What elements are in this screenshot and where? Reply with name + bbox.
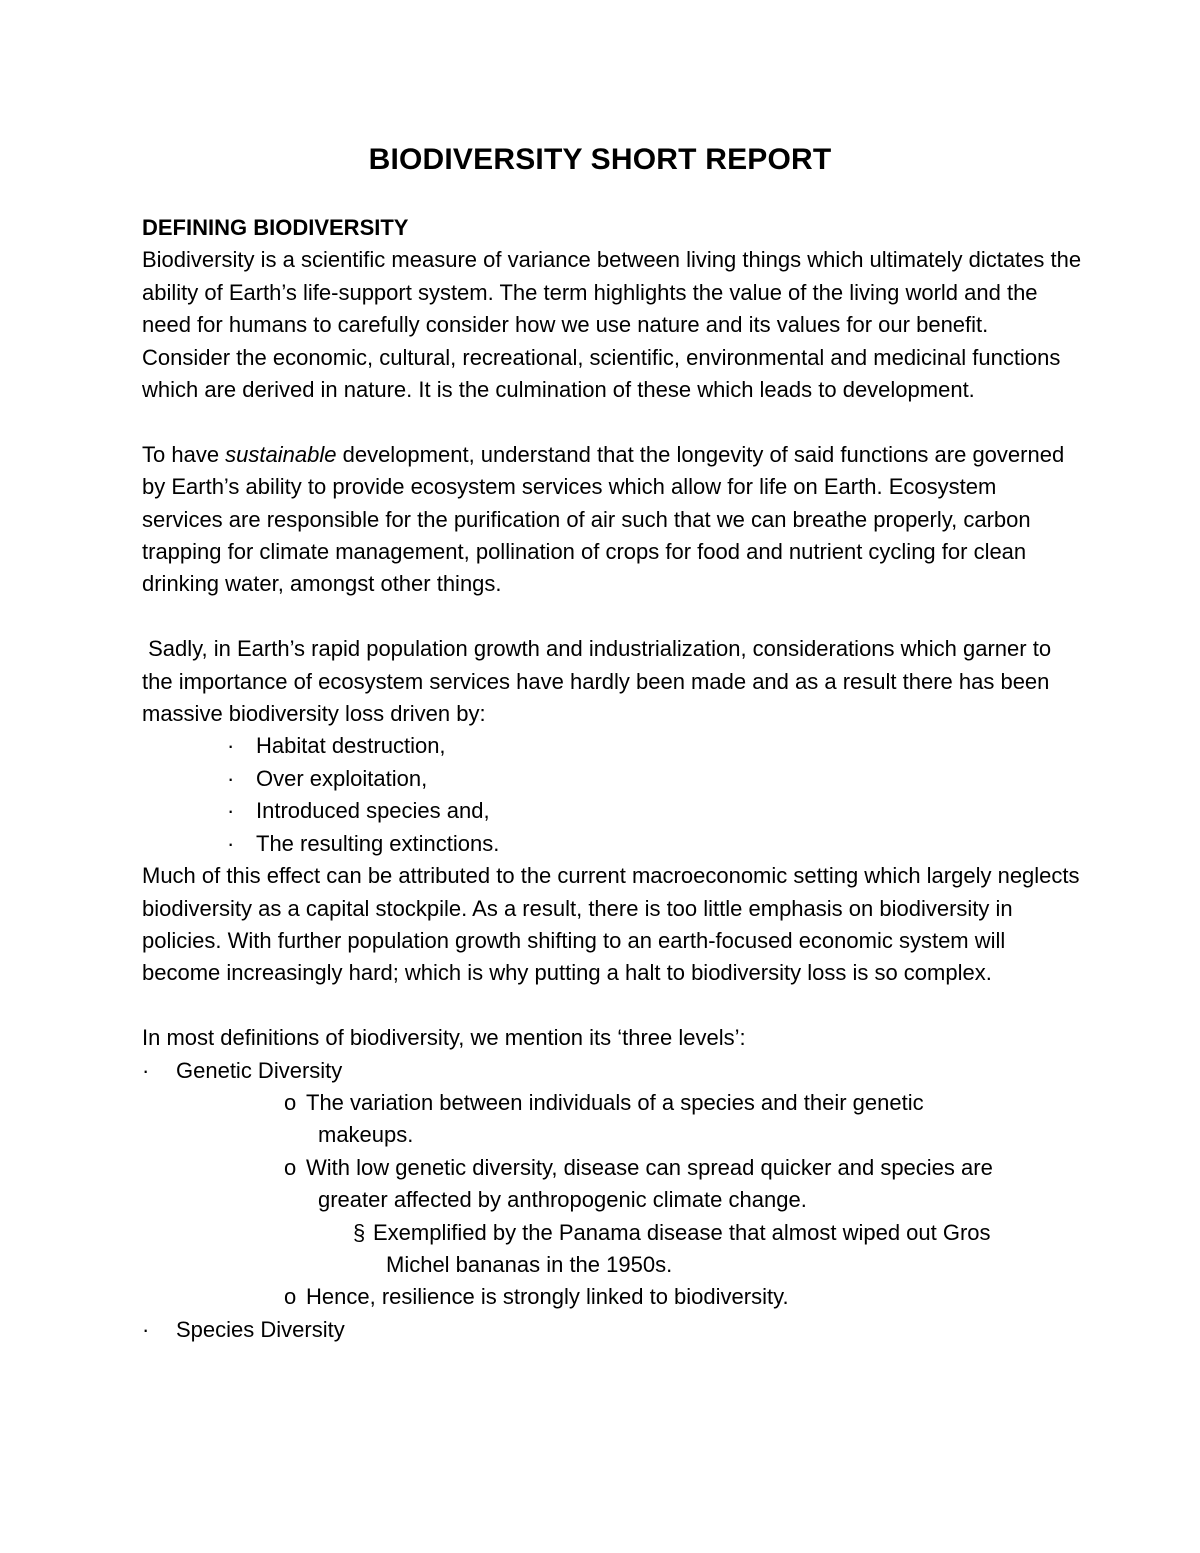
paragraph-sustainable [142,439,1082,601]
sub-bullet-mark: o [284,1284,297,1310]
emphasis-sustainable: sustainable [225,441,337,467]
bullet-mark: · [227,733,235,759]
sub-sub-list-item [142,1217,1082,1282]
levels-list [142,1055,1082,1347]
paragraph-gap [142,990,1082,1022]
sub-list-item [142,1087,1082,1152]
bullet-mark: · [227,765,235,791]
list-item-species-diversity [142,1314,1082,1346]
list-item-text: Species Diversity [176,1316,345,1342]
document-title: BIODIVERSITY SHORT REPORT [368,143,832,176]
section-sign-mark: § [353,1219,366,1245]
list-item-text: Introduced species and, [256,798,490,824]
list-item [142,828,1082,860]
bullet-mark: · [142,1057,150,1083]
list-item [142,763,1082,795]
paragraph-biodiversity-loss: Sadly, in Earth’s rapid population growth and industrialization, considerations which garner to the importance of ecosystem services have hardly been made and as a result there has been massive biodiversity loss driven by: [142,636,1058,727]
paragraph-three-levels: In most definitions of biodiversity, we mention its ‘three levels’: [142,1025,746,1051]
sub-sub-item-text-continued: Michel bananas in the 1950s. [386,1251,673,1277]
sub-item-text: The variation between individuals of a species and their genetic [306,1089,924,1115]
sub-item-text: With low genetic diversity, disease can spread quicker and species are [306,1154,993,1180]
loss-drivers-list [142,730,1082,860]
paragraph-gap [142,406,1082,438]
paragraph-sustainable-start: To have [142,441,226,467]
bullet-mark: · [227,830,235,856]
paragraph-macroeconomic: Much of this effect can be attributed to the current macroeconomic setting which largely neglects biodiversity as a capital stockpile. As a result, there is too little emphasis on biodiversity in policies. With further population growth shifting to an earth-focused economic system will become increasingly hard; which is why putting a halt to biodiversity loss is so complex. [142,863,1080,986]
list-item-genetic-diversity [142,1055,1082,1087]
bullet-mark: · [142,1316,150,1342]
bullet-mark: · [227,798,235,824]
sub-sub-item-text: Exemplified by the Panama disease that almost wiped out Gros [373,1219,991,1245]
list-item-text: Over exploitation, [256,765,428,791]
sub-item-text-continued: makeups. [318,1122,414,1148]
paragraph-sustainable-rest: development, understand that the longevity of said functions are governed by Earth’s ability to provide ecosystem services which allow for life on Earth. Ecosystem services are responsible for the purification of air such that we can breathe properly, carbon trapping for climate management, pollination of crops for food and nutrient cycling for clean drinking water, amongst other things. [142,441,1065,597]
sub-bullet-mark: o [284,1089,297,1115]
paragraph-definition: Biodiversity is a scientific measure of variance between living things which ultimately dictates the ability of Earth’s life-support system. The term highlights the value of the living world and the need for humans to carefully consider how we use nature and its values for our benefit. Consider the economic, cultural, recreational, scientific, environmental and medicinal functions which are derived in nature. It is the culmination of these which leads to development. [142,247,1082,403]
paragraph-gap [142,601,1082,633]
sub-item-text: Hence, resilience is strongly linked to biodiversity. [306,1284,789,1310]
document-body [142,212,1082,1346]
list-item-text: The resulting extinctions. [256,830,500,856]
sub-bullet-mark: o [284,1154,297,1180]
list-item [142,730,1082,762]
list-item-text: Habitat destruction, [256,733,446,759]
section-heading: DEFINING BIODIVERSITY [142,215,409,240]
sub-item-text-continued: greater affected by anthropogenic climate change. [318,1187,807,1213]
sub-list-item [142,1281,1082,1313]
sub-list-item [142,1152,1082,1217]
list-item-text: Genetic Diversity [176,1057,343,1083]
list-item [142,795,1082,827]
